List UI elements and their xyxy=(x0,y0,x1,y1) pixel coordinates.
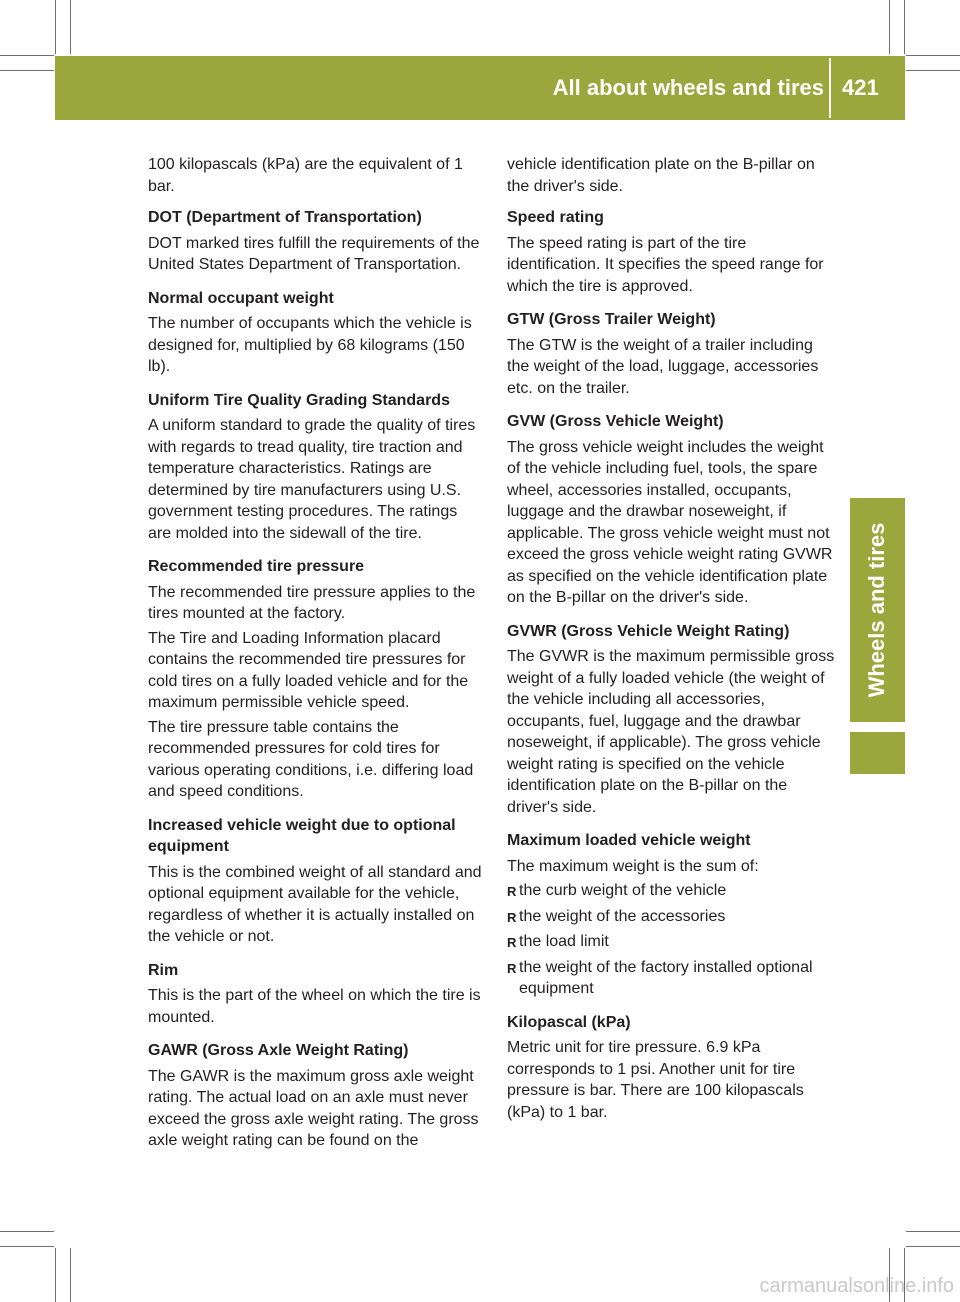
crop-mark xyxy=(906,70,960,71)
paragraph: The number of occupants which the vehicle is designed for, multiplied by 68 kilograms (150 lb). xyxy=(148,315,472,375)
crop-mark xyxy=(0,1246,54,1247)
paragraph: This is the combined weight of all standard and optional equipment available for the vehicle, regardless of whether it is actually installed on the vehicle or not. xyxy=(148,863,482,945)
crop-mark xyxy=(906,1231,960,1232)
section-heading: DOT (Department of Transportation) xyxy=(148,209,422,226)
section-heading: Rim xyxy=(148,961,179,979)
section-heading: GAWR (Gross Axle Weight Rating) xyxy=(148,1042,409,1059)
section-heading: Increased vehicle weight due to optional equipment xyxy=(148,816,456,855)
section-heading: Recommended tire pressure xyxy=(148,558,365,575)
paragraph: The gross vehicle weight includes the weight of the vehicle including fuel, tools, the spare wheel, accessories installed, occupants, luggage and the drawbar noseweight, if applicable. The gross vehicle weight must not exceed the gross vehicle weight rating GVWR as specified on the vehicle identification plate on the B-pillar on the driver's side. xyxy=(507,438,833,606)
paragraph: The GAWR is the maximum gross axle weight rating. The actual load on an axle must never exceed the gross axle weight rating. The gross axle weight rating can be found on the xyxy=(148,1067,479,1149)
section-heading: GVW (Gross Vehicle Weight) xyxy=(507,413,724,430)
paragraph: The maximum weight is the sum of: xyxy=(507,857,759,875)
crop-mark xyxy=(70,0,71,54)
crop-mark xyxy=(906,1246,960,1247)
crop-mark xyxy=(55,1248,56,1302)
crop-mark xyxy=(889,0,890,54)
paragraph: Metric unit for tire pressure. 6.9 kPa corresponds to 1 psi. Another unit for tire pressure is bar. There are 100 kilopascals (kPa) to 1 bar. xyxy=(507,1039,804,1121)
bullet-list xyxy=(507,880,837,1000)
header-divider xyxy=(829,58,831,118)
section-heading: GVWR (Gross Vehicle Weight Rating) xyxy=(507,622,790,640)
paragraph: This is the part of the wheel on which the tire is mounted. xyxy=(148,987,481,1026)
page-number: 421 xyxy=(842,75,879,100)
crop-mark xyxy=(55,0,56,54)
paragraph: DOT marked tires fulfill the requirements of the United States Department of Transportation. xyxy=(148,234,480,273)
crop-mark xyxy=(906,55,960,56)
paragraph: The recommended tire pressure applies to the tires mounted at the factory. xyxy=(148,583,476,622)
paragraph: The GVWR is the maximum permissible gross weight of a fully loaded vehicle (the weight of the vehicle including all accessories, occupants, fuel, luggage and the drawbar noseweight, if applicable). The gross vehicle weight rating is specified on the vehicle identification plate on the B-pillar on the driver's side. xyxy=(507,648,835,816)
paragraph: The speed rating is part of the tire identification. It specifies the speed range for which the tire is approved. xyxy=(507,234,824,295)
intro-paragraph: 100 kilopascals (kPa) are the equivalent of 1 bar. xyxy=(148,156,463,195)
crop-mark xyxy=(0,70,54,71)
chapter-tab-label: Wheels and tires xyxy=(864,522,889,698)
section-heading: GTW (Gross Trailer Weight) xyxy=(507,311,716,328)
intro-paragraph: vehicle identification plate on the B-pillar on the driver's side. xyxy=(507,156,815,195)
section-heading: Kilopascal (kPa) xyxy=(507,1013,631,1031)
paragraph: A uniform standard to grade the quality of tires with regards to tread quality, tire traction and temperature characteristics. Ratings are determined by tire manufacturers using U.S. government testing procedures. The ratings are molded into the sidewall of the tire. xyxy=(148,417,476,542)
crop-mark xyxy=(0,55,54,56)
watermark: carmanualsonline.info xyxy=(759,1275,954,1297)
left-column xyxy=(148,154,484,1155)
page-title: All about wheels and tires xyxy=(552,75,824,100)
crop-mark xyxy=(904,0,905,54)
list-item: R the curb weight of the vehicle xyxy=(507,880,837,902)
list-item: R the weight of the accessories xyxy=(507,906,837,928)
chapter-tab-marker xyxy=(850,732,905,774)
crop-mark xyxy=(0,1231,54,1232)
paragraph: The Tire and Loading Information placard contains the recommended tire pressures for cold tires on a fully loaded vehicle and for the maximum permissible vehicle speed. xyxy=(148,629,469,711)
list-item: R the load limit xyxy=(507,931,837,953)
crop-mark xyxy=(70,1248,71,1302)
list-item: R the weight of the factory installed optional equipment xyxy=(507,957,837,1000)
section-heading: Maximum loaded vehicle weight xyxy=(507,832,751,849)
section-heading: Speed rating xyxy=(507,209,604,226)
section-heading: Uniform Tire Quality Grading Standards xyxy=(148,391,450,409)
right-column xyxy=(507,154,837,1126)
paragraph: The tire pressure table contains the recommended pressures for cold tires for various operating conditions, i.e. differing load and speed conditions. xyxy=(148,718,474,800)
section-heading: Normal occupant weight xyxy=(148,289,334,307)
paragraph: The GTW is the weight of a trailer including the weight of the load, luggage, accessories etc. on the trailer. xyxy=(507,336,819,397)
